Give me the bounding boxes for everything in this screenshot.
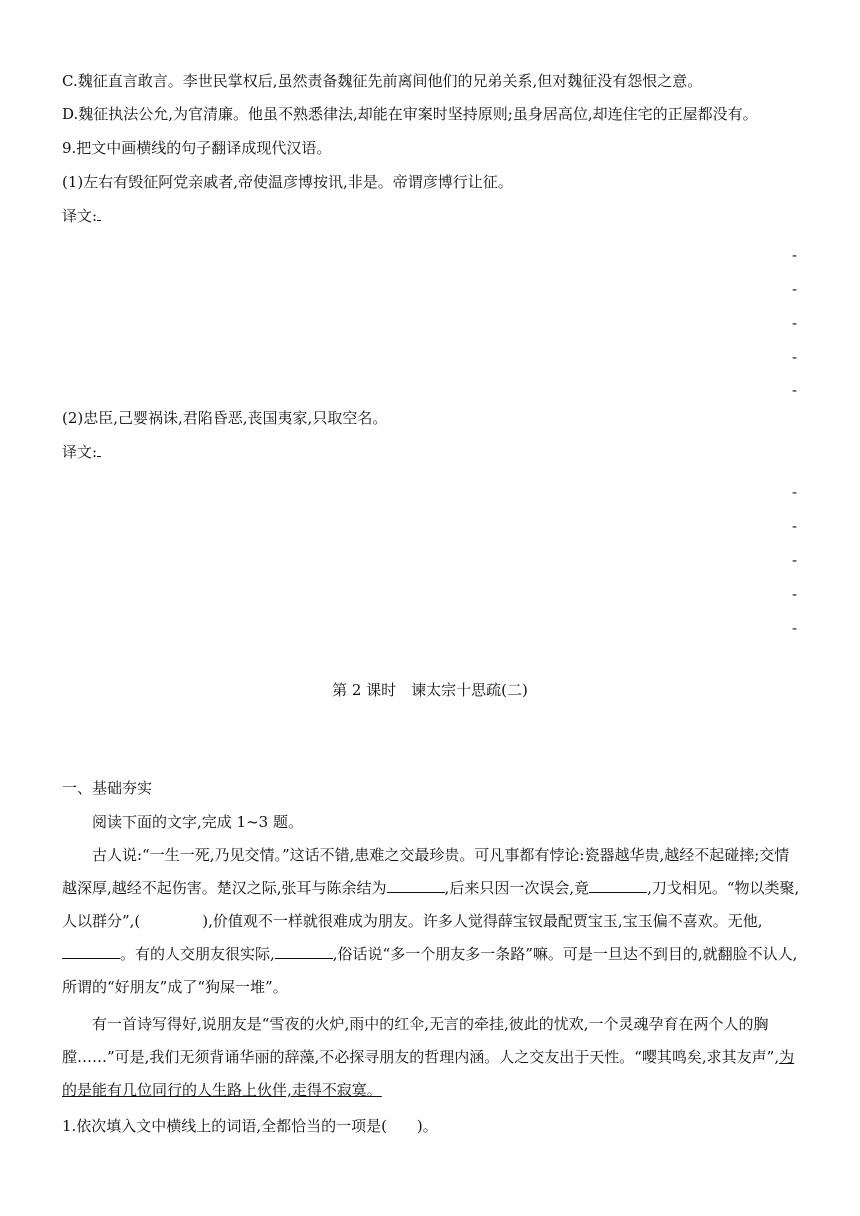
question-9-stem: 9.把文中画横线的句子翻译成现代汉语。 xyxy=(62,139,332,157)
answer-line-mark: - xyxy=(792,619,798,637)
instruction: 阅读下面的文字,完成 1~3 题。 xyxy=(92,813,303,831)
fill-blank xyxy=(387,878,445,893)
passage-text: ,俗话说“多一个朋友多一条路”嘛。可是一旦达不到目的,就翻脸不认人,所谓的“好朋友”成了“狗屎一堆”。 xyxy=(62,945,798,996)
passage-text: 有一首诗写得好,说朋友是“雪夜的火炉,雨中的红伞,无言的牵挂,彼此的忧欢,一个灵魂孕育在两个人的胸膛……”可是,我们无须背诵华丽的辞藻,不必探寻朋友的哲理内涵。人之交友出于天性。“嘤其鸣矣,求其友声”, xyxy=(62,1015,780,1066)
answer-line-mark: - xyxy=(792,280,798,298)
section-heading: 一、基础夯实 xyxy=(62,779,153,797)
answer-line-mark: - xyxy=(792,246,798,264)
question-9-sentence-2: (2)忠臣,己婴祸诛,君陷昏恶,丧国夷家,只取空名。 xyxy=(62,409,388,427)
fill-blank xyxy=(62,944,120,959)
underlined-sentence: 为的是能有几位同行的人生路上伙伴,走得不寂寞。 xyxy=(62,1048,795,1099)
fill-blank xyxy=(275,944,333,959)
answer-line-mark: - xyxy=(792,314,798,332)
passage-paragraph-2 xyxy=(62,1008,802,1107)
answer-underline-start xyxy=(97,442,101,457)
answer-line-mark: - xyxy=(792,585,798,603)
answer-line-mark: - xyxy=(792,517,798,535)
fill-blank xyxy=(589,878,647,893)
passage-paragraph-1 xyxy=(62,839,802,1004)
answer-label-text: 译文: xyxy=(62,443,98,461)
answer-line-mark: - xyxy=(792,551,798,569)
question-1: 1.依次填入文中横线上的词语,全都恰当的一项是( )。 xyxy=(62,1117,438,1135)
passage-text: ,后来只因一次误会,竟 xyxy=(444,879,590,897)
answer-label-1 xyxy=(62,206,101,226)
passage-text: ,刀戈相见。“物以类聚,人以群分”,( xyxy=(62,879,800,930)
answer-line-mark: - xyxy=(792,483,798,501)
answer-line-mark: - xyxy=(792,381,798,399)
lesson-title: 第 2 课时 谏太宗十思疏(二) xyxy=(332,681,528,699)
answer-label-text: 译文: xyxy=(62,207,98,225)
passage-text: 古人说:“一生一死,乃见交情。”这话不错,患难之交最珍贵。可凡事都有悖论:瓷器越华贵,越经不起碰摔;交情越深厚,越经不起伤害。楚汉之际,张耳与陈余结为 xyxy=(62,846,790,897)
passage-text: 。有的人交朋友很实际, xyxy=(120,945,275,963)
passage-text: ),价值观不一样就很难成为朋友。许多人觉得薛宝钗最配贾宝玉,宝玉偏不喜欢。无他, xyxy=(202,912,763,930)
answer-label-2 xyxy=(62,442,101,462)
option-c: C.魏征直言敢言。李世民掌权后,虽然责备魏征先前离间他们的兄弟关系,但对魏征没有怨恨之意。 xyxy=(62,72,703,90)
question-9-sentence-1: (1)左右有毁征阿党亲戚者,帝使温彦博按讯,非是。帝谓彦博行让征。 xyxy=(62,173,513,191)
answer-line-mark: - xyxy=(792,348,798,366)
answer-underline-start xyxy=(97,206,101,221)
option-d: D.魏征执法公允,为官清廉。他虽不熟悉律法,却能在审案时坚持原则;虽身居高位,却连住宅的正屋都没有。 xyxy=(62,105,758,123)
